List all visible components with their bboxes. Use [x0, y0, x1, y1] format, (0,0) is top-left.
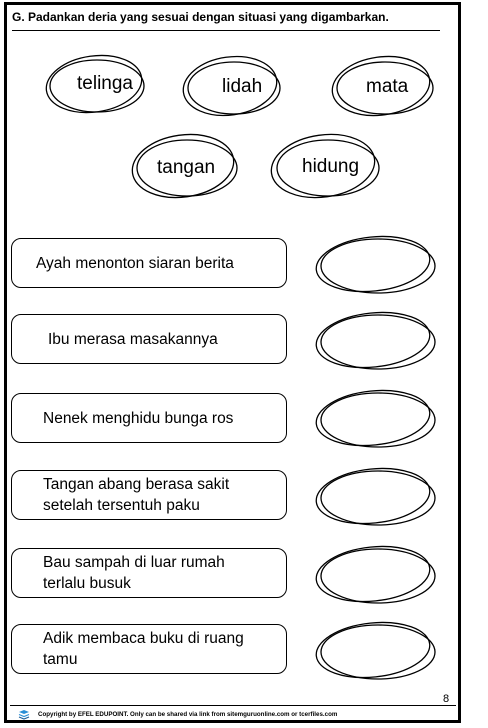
copyright-text: Copyright by EFEL EDUPOINT. Only can be shared via link from sitemguruonline.com or tcerfiles.com	[38, 711, 338, 718]
situation-box	[11, 470, 287, 520]
situation-line: Nenek menghidu bunga ros	[43, 409, 234, 427]
answer-oval[interactable]	[313, 618, 441, 684]
answer-oval[interactable]	[313, 542, 441, 608]
page-number: 8	[443, 693, 450, 705]
word-tangan: tangan	[157, 157, 216, 178]
instruction-underline	[12, 30, 440, 31]
situation-line: terlalu busuk	[43, 575, 131, 592]
situation-box	[11, 548, 287, 598]
situation-box	[11, 238, 287, 288]
answer-oval[interactable]	[313, 308, 441, 374]
situation-line: Adik membaca buku di ruang	[43, 630, 244, 647]
books-logo-icon	[18, 709, 30, 720]
situation-line: tamu	[43, 651, 78, 668]
footer-divider	[10, 705, 456, 706]
situation-line: Tangan abang berasa sakit	[43, 476, 230, 493]
word-hidung: hidung	[302, 156, 360, 177]
answer-oval[interactable]	[313, 386, 441, 452]
situation-line: Ayah menonton siaran berita	[36, 254, 234, 272]
word-telinga: telinga	[77, 73, 133, 94]
word-lidah: lidah	[222, 76, 263, 97]
word-mata: mata	[366, 76, 409, 97]
situation-line: Ibu merasa masakannya	[48, 330, 218, 348]
situation-line: Bau sampah di luar rumah	[43, 554, 225, 571]
situation-box	[11, 393, 287, 443]
answer-oval[interactable]	[313, 232, 441, 298]
instruction-text: G. Padankan deria yang sesuai dengan situasi yang digambarkan.	[12, 10, 389, 24]
situation-box	[11, 624, 287, 674]
situation-line: setelah tersentuh paku	[43, 497, 200, 514]
situation-box	[11, 314, 287, 364]
answer-oval[interactable]	[313, 464, 441, 530]
